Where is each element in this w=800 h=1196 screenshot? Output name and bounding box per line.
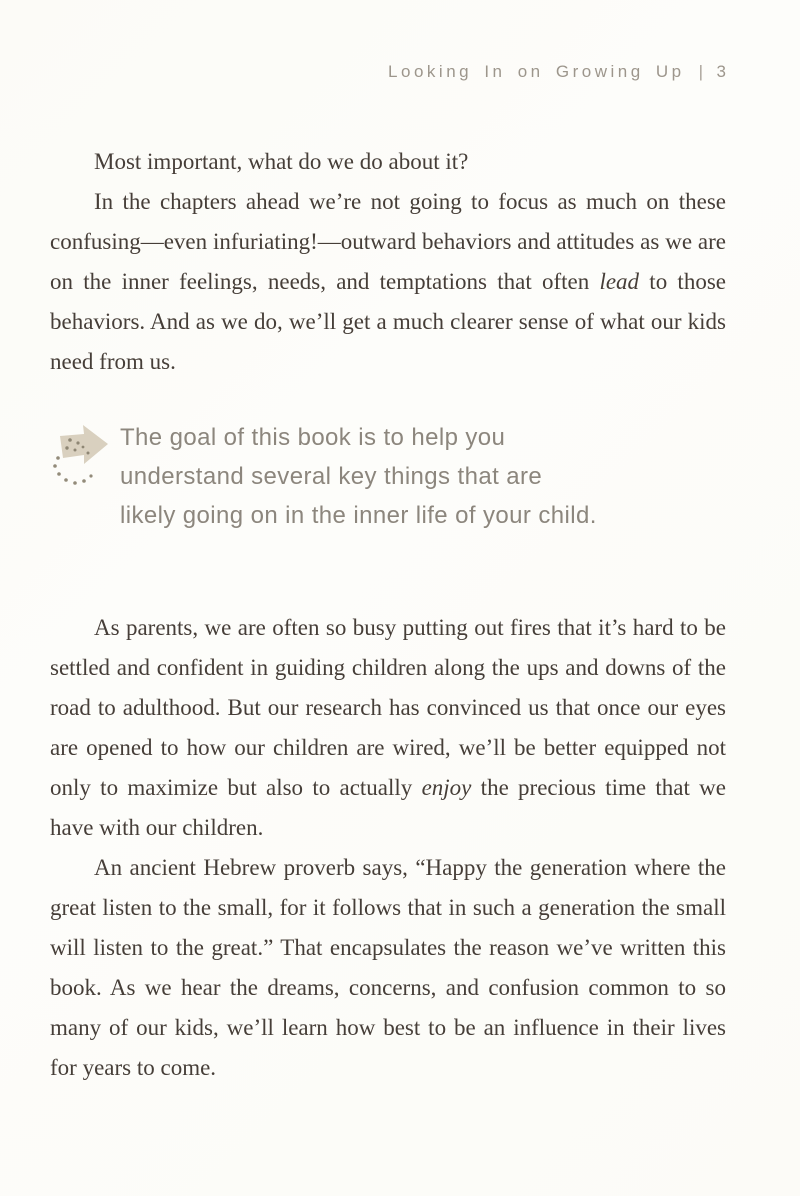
page-number: 3 (716, 62, 726, 81)
callout-block (50, 418, 650, 535)
callout-text: The goal of this book is to help you understand several key things that are likely going on in the inner life of your child. (120, 424, 597, 529)
arrow-right-icon (50, 420, 114, 488)
body-paragraph: An ancient Hebrew proverb says, “Happy the generation where the great listen to the small, for it follows that in such a generation the small will listen to the great.” That encapsulates the reason we’ve written this book. As we hear the dreams, concerns, and confusion common to so many of our kids, we’ll learn how best to be an influence in their lives for years to come. (50, 855, 726, 1080)
running-title: Looking In on Growing Up (388, 62, 685, 81)
body-text-top (50, 142, 726, 382)
running-header (0, 62, 726, 82)
body-paragraph: In the chapters ahead we’re not going to focus as much on these confusing—even infuriating!—outward behaviors and attitudes as we are on the inner feelings, needs, and temptations that often lead to those behaviors. And as we do, we’ll get a much clearer sense of what our kids need from us. (50, 189, 726, 374)
body-paragraph: As parents, we are often so busy putting out fires that it’s hard to be settled and confident in guiding children along the ups and downs of the road to adulthood. But our research has convinced us that once our eyes are opened to how our children are wired, we’ll be better equipped not only to maximize but also to actually enjoy the precious time that we have with our children. (50, 615, 727, 840)
body-text-bottom (50, 608, 726, 1088)
header-separator: | (698, 62, 707, 81)
body-paragraph: Most important, what do we do about it? (94, 149, 469, 174)
